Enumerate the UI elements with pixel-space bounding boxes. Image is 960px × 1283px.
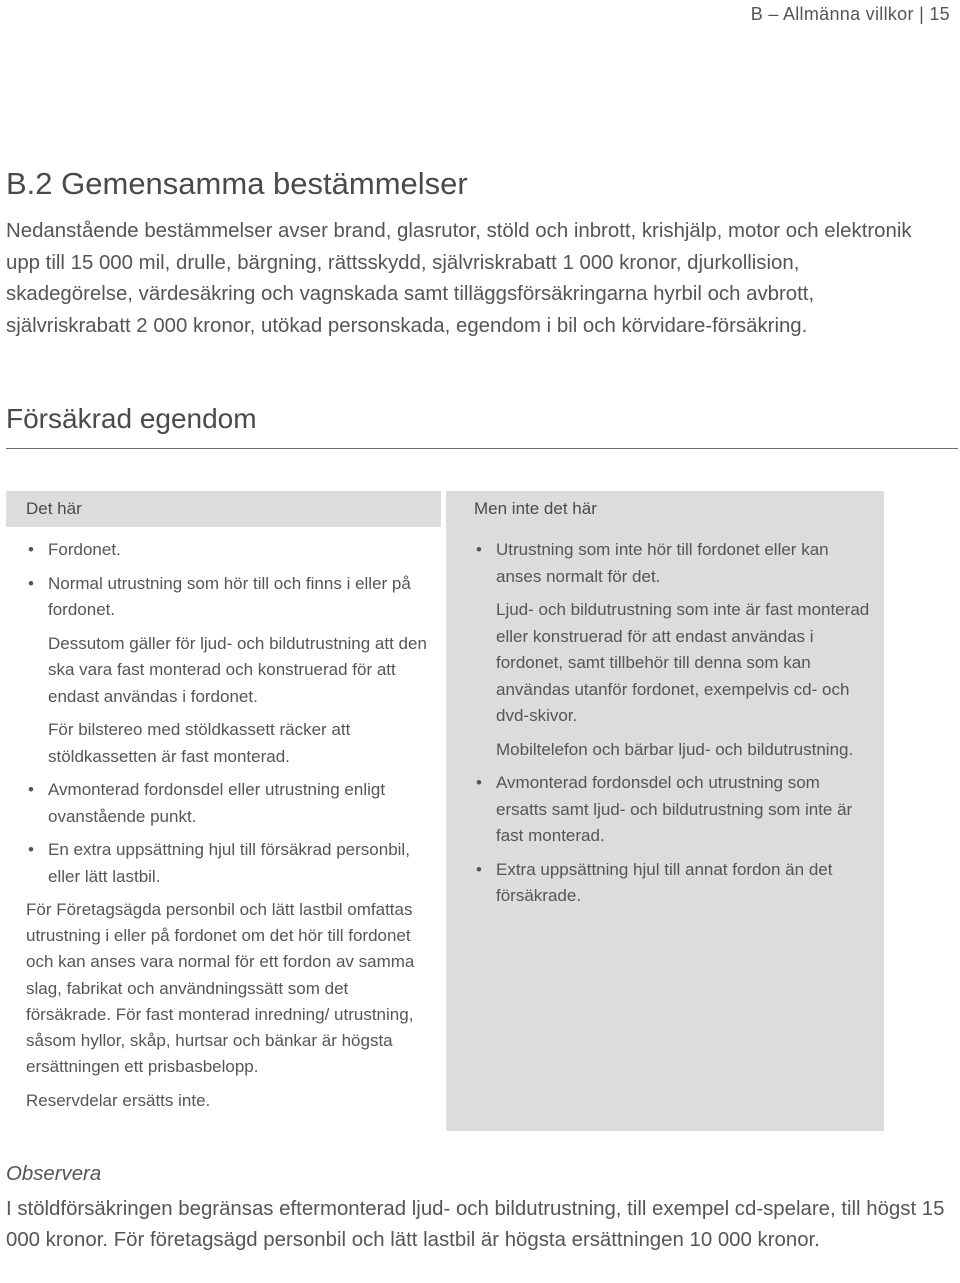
note-label: Observera [6,1163,102,1185]
intro-paragraph: Nedanstående bestämmelser avser brand, glasrutor, stöld och inbrott, krishjälp, motor och elektronik upp till 15 000 mil, drulle, bärgning, rättsskydd, självriskrabatt 1 000 kronor, djurkollision, skadegörelse, värdesäkring och vagnskada samt tilläggsförsäkringarna hyrbil och avbrott, självriskrabatt 2 000 kronor, utökad personskada, egendom i bil och körvidare-försäkring. [6,220,912,337]
divider-rule [6,448,958,449]
list-item: • Avmonterad fordonsdel och utrustning som ersatts samt ljud- och bildutrustning som inte är fast monterad. [474,770,872,850]
company-vehicle-paragraph: För Företagsägda personbil och lätt lastbil omfattas utrustning i eller på fordonet om det hör till fordonet och kan anses vara normal för ett fordon av samma slag, fabrikat och användningssätt som det försäkrade. För fast monterad inredning/ utrustning, såsom hyllor, skåp, hurtsar och bänkar är högsta ersättningen ett prisbasbelopp. [26,900,415,1077]
list-item: • En extra uppsättning hjul till försäkrad personbil, eller lätt lastbil. [26,837,429,890]
running-header: B – Allmänna villkor | 15 [750,4,950,24]
included-column [6,491,441,1131]
list-item: • Utrustning som inte hör till fordonet eller kan anses normalt för det. [474,537,872,590]
list-item-continuation: Ljud- och bildutrustning som inte är fast monterad eller konstruerad för att endast användas i fordonet, samt tillbehör till denna som kan användas utanför fordonet, exempelvis cd- och dvd-skivor. [496,600,870,725]
list-item-continuation: Mobiltelefon och bärbar ljud- och bildutrustning. [496,739,854,759]
list-item-continuation: För bilstereo med stöldkassett räcker att stöldkassetten är fast monterad. [48,720,351,766]
included-column-header: Det här [6,491,441,527]
excluded-column-header: Men inte det här [446,491,884,527]
list-item: • Extra uppsättning hjul till annat fordon än det försäkrade. [474,857,872,910]
excluded-list [446,527,884,910]
included-list [6,527,441,1115]
list-item: • Normal utrustning som hör till och finns i eller på fordonet. [26,571,429,624]
spare-parts-paragraph: Reservdelar ersätts inte. [26,1091,211,1111]
subsection-title: Försäkrad egendom [6,403,257,434]
list-item: • Avmonterad fordonsdel eller utrustning enligt ovanstående punkt. [26,777,429,830]
note-text: I stöldförsäkringen begränsas eftermonterad ljud- och bildutrustning, till exempel cd-spelare, till högst 15 000 kronor. För företagsägd personbil och lätt lastbil är högsta ersättningen 10 000 kronor. [6,1198,945,1251]
excluded-column [446,491,884,1131]
list-item-continuation: Dessutom gäller för ljud- och bildutrustning att den ska vara fast monterad och konstruerad för att endast användas i fordonet. [48,633,427,706]
list-item: • Fordonet. [26,537,429,564]
section-title: B.2 Gemensamma bestämmelser [6,166,468,201]
